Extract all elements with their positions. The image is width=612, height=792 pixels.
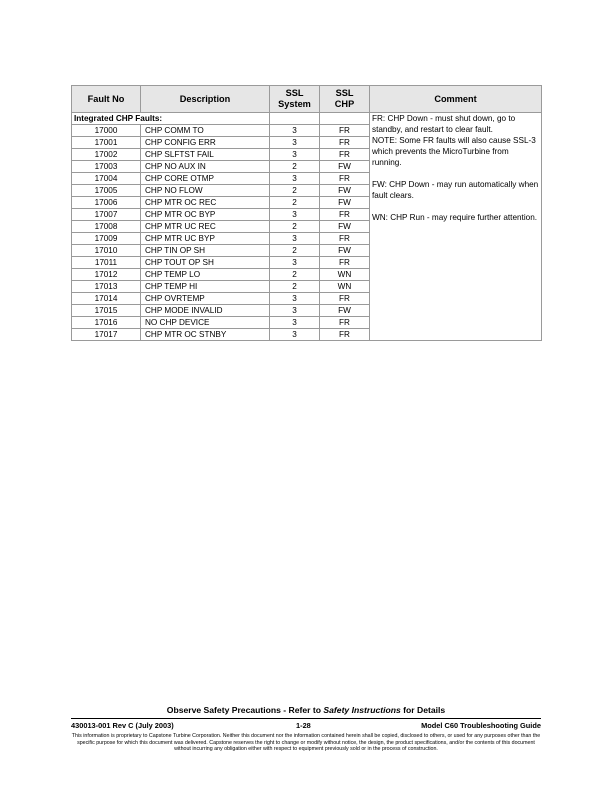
fault-number-cell: 17001: [72, 137, 141, 149]
ssl-system-cell: 3: [270, 293, 320, 305]
fault-number-cell: 17011: [72, 257, 141, 269]
fault-number-cell: 17014: [72, 293, 141, 305]
description-cell: CHP NO AUX IN: [141, 161, 270, 173]
ssl-chp-cell: FW: [320, 185, 370, 197]
comment-fw: FW: CHP Down - may run automatically when fault clears.: [372, 179, 539, 200]
comment-note: NOTE: Some FR faults will also cause SSL-3 which prevents the MicroTurbine from running.: [372, 136, 536, 167]
description-cell: CHP OVRTEMP: [141, 293, 270, 305]
ssl-chp-cell: WN: [320, 269, 370, 281]
header-ssl-system: [270, 86, 320, 113]
ssl-chp-cell: FR: [320, 125, 370, 137]
fault-number-cell: 17012: [72, 269, 141, 281]
ssl-chp-cell: WN: [320, 281, 370, 293]
ssl-chp-cell: FR: [320, 233, 370, 245]
page-number: 1-28: [296, 721, 311, 730]
warning-italic: Safety Instructions: [323, 705, 401, 715]
ssl-system-cell: 3: [270, 173, 320, 185]
fault-number-cell: 17002: [72, 149, 141, 161]
fault-number-cell: 17007: [72, 209, 141, 221]
description-cell: CHP MTR UC BYP: [141, 233, 270, 245]
fault-number-cell: 17016: [72, 317, 141, 329]
description-cell: CHP MTR UC REC: [141, 221, 270, 233]
description-cell: CHP TEMP HI: [141, 281, 270, 293]
header-description: Description: [141, 86, 270, 113]
fault-number-cell: 17000: [72, 125, 141, 137]
description-cell: CHP CONFIG ERR: [141, 137, 270, 149]
safety-warning: [0, 705, 612, 715]
fault-number-cell: 17013: [72, 281, 141, 293]
description-cell: CHP MTR OC BYP: [141, 209, 270, 221]
ssl-chp-cell: FW: [320, 245, 370, 257]
group-row: [72, 113, 542, 125]
description-cell: CHP MTR OC REC: [141, 197, 270, 209]
group-label: Integrated CHP Faults:: [72, 113, 270, 125]
ssl-system-cell: 2: [270, 221, 320, 233]
table-header-row: [72, 86, 542, 113]
header-comment: Comment: [370, 86, 542, 113]
ssl-system-cell: 2: [270, 245, 320, 257]
ssl-system-cell: 3: [270, 257, 320, 269]
header-ssl-system-line2: System: [278, 99, 311, 109]
ssl-chp-cell: FR: [320, 329, 370, 341]
ssl-chp-cell: FR: [320, 137, 370, 149]
warning-suffix: for Details: [400, 705, 446, 715]
comment-wn: WN: CHP Run - may require further attention.: [372, 212, 538, 222]
ssl-system-cell: 2: [270, 197, 320, 209]
fault-number-cell: 17010: [72, 245, 141, 257]
fault-number-cell: 17017: [72, 329, 141, 341]
fault-number-cell: 17003: [72, 161, 141, 173]
fault-number-cell: 17008: [72, 221, 141, 233]
header-ssl-chp: [320, 86, 370, 113]
header-ssl-system-line1: SSL: [285, 88, 304, 98]
description-cell: CHP MODE INVALID: [141, 305, 270, 317]
ssl-chp-cell: FR: [320, 293, 370, 305]
ssl-system-cell: 3: [270, 233, 320, 245]
fault-number-cell: 17004: [72, 173, 141, 185]
comment-fr: FR: CHP Down - must shut down, go to standby, and restart to clear fault.: [372, 114, 516, 134]
ssl-chp-cell: FR: [320, 149, 370, 161]
ssl-chp-cell: FR: [320, 209, 370, 221]
group-empty-cell: [270, 113, 320, 125]
ssl-chp-cell: FW: [320, 221, 370, 233]
warning-prefix: Observe Safety Precautions - Refer to: [166, 705, 324, 715]
description-cell: CHP CORE OTMP: [141, 173, 270, 185]
ssl-system-cell: 3: [270, 149, 320, 161]
fault-table: [71, 85, 542, 341]
header-ssl-chp-line2: CHP: [334, 99, 355, 109]
header-fault-no: Fault No: [72, 86, 141, 113]
ssl-system-cell: 2: [270, 185, 320, 197]
group-empty-cell: [320, 113, 370, 125]
footer-divider: [71, 718, 541, 719]
fault-number-cell: 17009: [72, 233, 141, 245]
ssl-chp-cell: FR: [320, 317, 370, 329]
description-cell: CHP TEMP LO: [141, 269, 270, 281]
fault-number-cell: 17006: [72, 197, 141, 209]
comment-cell: [370, 113, 542, 341]
description-cell: CHP NO FLOW: [141, 185, 270, 197]
ssl-chp-cell: FW: [320, 197, 370, 209]
ssl-chp-cell: FW: [320, 305, 370, 317]
ssl-system-cell: 2: [270, 281, 320, 293]
description-cell: CHP MTR OC STNBY: [141, 329, 270, 341]
fault-number-cell: 17005: [72, 185, 141, 197]
fault-number-cell: 17015: [72, 305, 141, 317]
description-cell: CHP SLFTST FAIL: [141, 149, 270, 161]
doc-number: 430013-001 Rev C (July 2003): [71, 721, 174, 730]
description-cell: CHP TIN OP SH: [141, 245, 270, 257]
ssl-chp-cell: FR: [320, 257, 370, 269]
ssl-chp-cell: FW: [320, 161, 370, 173]
ssl-system-cell: 3: [270, 137, 320, 149]
ssl-system-cell: 2: [270, 269, 320, 281]
description-cell: NO CHP DEVICE: [141, 317, 270, 329]
ssl-system-cell: 3: [270, 209, 320, 221]
ssl-system-cell: 3: [270, 329, 320, 341]
guide-title: Model C60 Troubleshooting Guide: [421, 721, 541, 730]
ssl-system-cell: 3: [270, 317, 320, 329]
description-cell: CHP COMM TO: [141, 125, 270, 137]
ssl-system-cell: 3: [270, 305, 320, 317]
description-cell: CHP TOUT OP SH: [141, 257, 270, 269]
ssl-chp-cell: FR: [320, 173, 370, 185]
ssl-system-cell: 3: [270, 125, 320, 137]
header-ssl-chp-line1: SSL: [335, 88, 354, 98]
ssl-system-cell: 2: [270, 161, 320, 173]
proprietary-disclaimer: This information is proprietary to Capstone Turbine Corporation. Neither this document nor the information contained herein shall be copied, disclosed to others, or used for any purposes other than the specific purpose for which this document was delivered. Capstone reserves the right to change or modify without notice, the design, the product specifications, and/or the contents of this document without incurring any obligation either with respect to equipment previously sold or in the process of construction.: [71, 733, 541, 753]
